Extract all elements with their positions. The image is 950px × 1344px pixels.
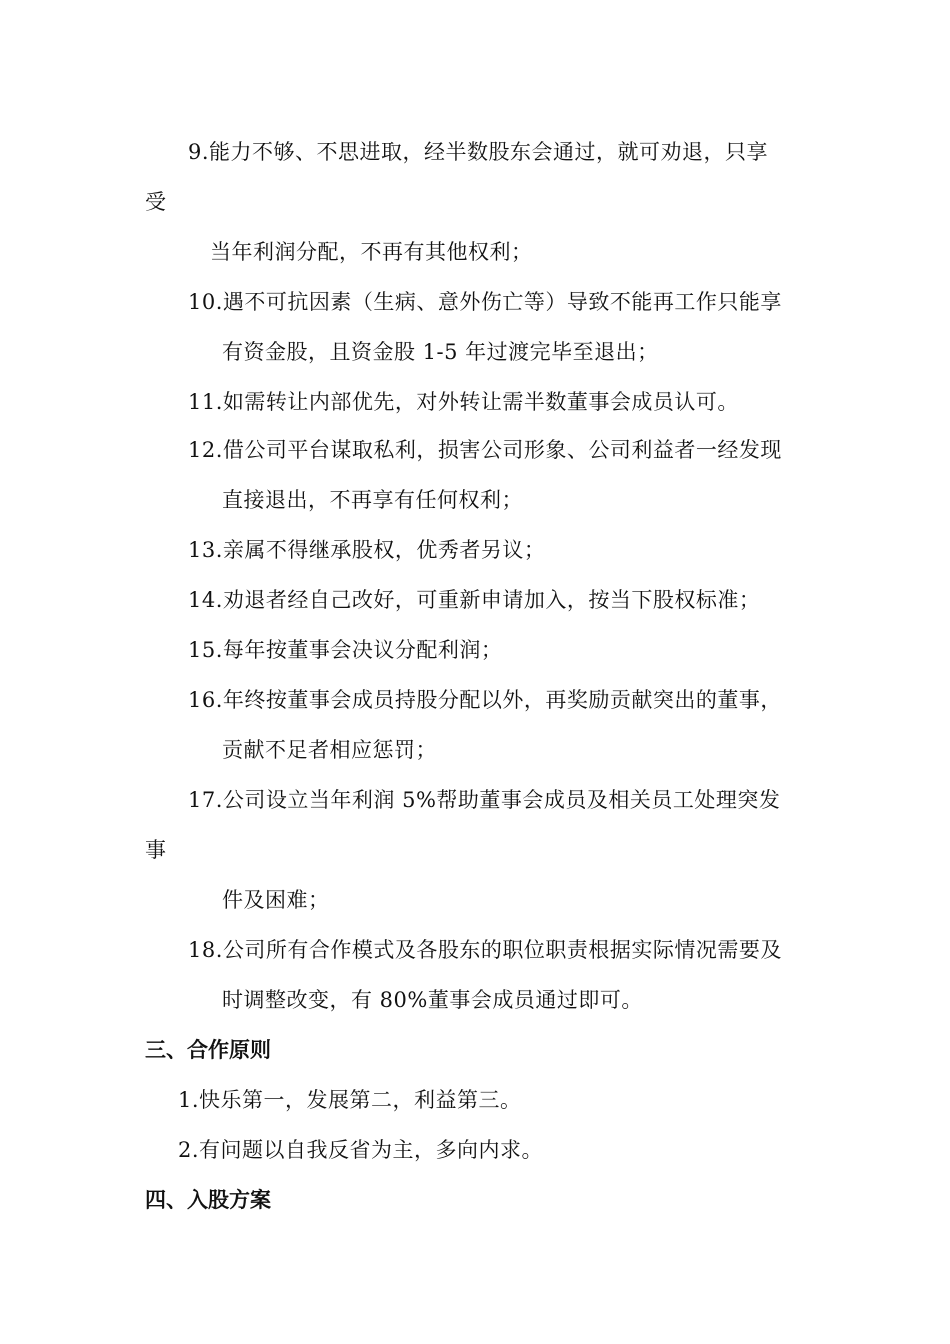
list-item-17-line1 — [188, 786, 780, 814]
list-item-12-line2: 直接退出，不再享有任何权利； — [222, 488, 523, 512]
list-item-18-line1 — [188, 936, 782, 964]
item-text: 公司设立当年利润 5%帮助董事会成员及相关员工处理突发 — [222, 788, 781, 812]
item-number: 11. — [188, 390, 223, 414]
list-item-17-line2: 件及困难； — [222, 888, 330, 912]
item-text: 劝退者经自己改好，可重新申请加入，按当下股权标准； — [222, 588, 761, 612]
item-text: 有问题以自我反省为主，多向内求。 — [199, 1138, 544, 1162]
list-item-15-line1 — [188, 636, 502, 664]
item-text: 公司所有合作模式及各股东的职位职责根据实际情况需要及 — [222, 938, 782, 962]
list-item-9-line1 — [188, 138, 768, 166]
item-number: 13. — [188, 538, 223, 562]
item-text: 亲属不得继承股权，优秀者另议； — [222, 538, 546, 562]
item-number: 10. — [188, 290, 223, 314]
section-heading-4: 四、入股方案 — [145, 1188, 271, 1212]
list-item-10-line1 — [188, 288, 782, 316]
item-number: 14. — [188, 588, 223, 612]
item-number: 1. — [178, 1088, 200, 1112]
principle-item-2 — [178, 1136, 543, 1164]
item-text: 年终按董事会成员持股分配以外，再奖励贡献突出的董事， — [222, 688, 782, 712]
item-text: 如需转让内部优先，对外转让需半数董事会成员认可。 — [222, 390, 739, 414]
item-text: 能力不够、不思进取，经半数股东会通过，就可劝退，只享 — [209, 140, 769, 164]
list-item-12-line1 — [188, 436, 782, 464]
list-item-14-line1 — [188, 586, 760, 614]
item-number: 2. — [178, 1138, 200, 1162]
list-item-17-wrap: 事 — [145, 838, 167, 862]
principle-item-1 — [178, 1086, 522, 1114]
item-number: 15. — [188, 638, 223, 662]
item-number: 17. — [188, 788, 223, 812]
list-item-10-line2: 有资金股，且资金股 1-5 年过渡完毕至退出； — [222, 340, 659, 364]
item-number: 18. — [188, 938, 223, 962]
list-item-16-line1 — [188, 686, 782, 714]
item-text: 借公司平台谋取私利，损害公司形象、公司利益者一经发现 — [222, 438, 782, 462]
section-heading-3: 三、合作原则 — [145, 1038, 271, 1062]
item-text: 每年按董事会决议分配利润； — [222, 638, 503, 662]
item-number: 12. — [188, 438, 223, 462]
list-item-18-line2: 时调整改变，有 80%董事会成员通过即可。 — [222, 988, 643, 1012]
item-number: 16. — [188, 688, 223, 712]
list-item-13-line1 — [188, 536, 545, 564]
list-item-9-line2: 当年利润分配，不再有其他权利； — [210, 240, 533, 264]
list-item-9-wrap: 受 — [145, 190, 167, 214]
list-item-11-line1 — [188, 388, 739, 416]
item-text: 快乐第一，发展第二，利益第三。 — [199, 1088, 522, 1112]
list-item-16-line2: 贡献不足者相应惩罚； — [222, 738, 437, 762]
item-number: 9. — [188, 140, 210, 164]
item-text: 遇不可抗因素（生病、意外伤亡等）导致不能再工作只能享 — [222, 290, 782, 314]
